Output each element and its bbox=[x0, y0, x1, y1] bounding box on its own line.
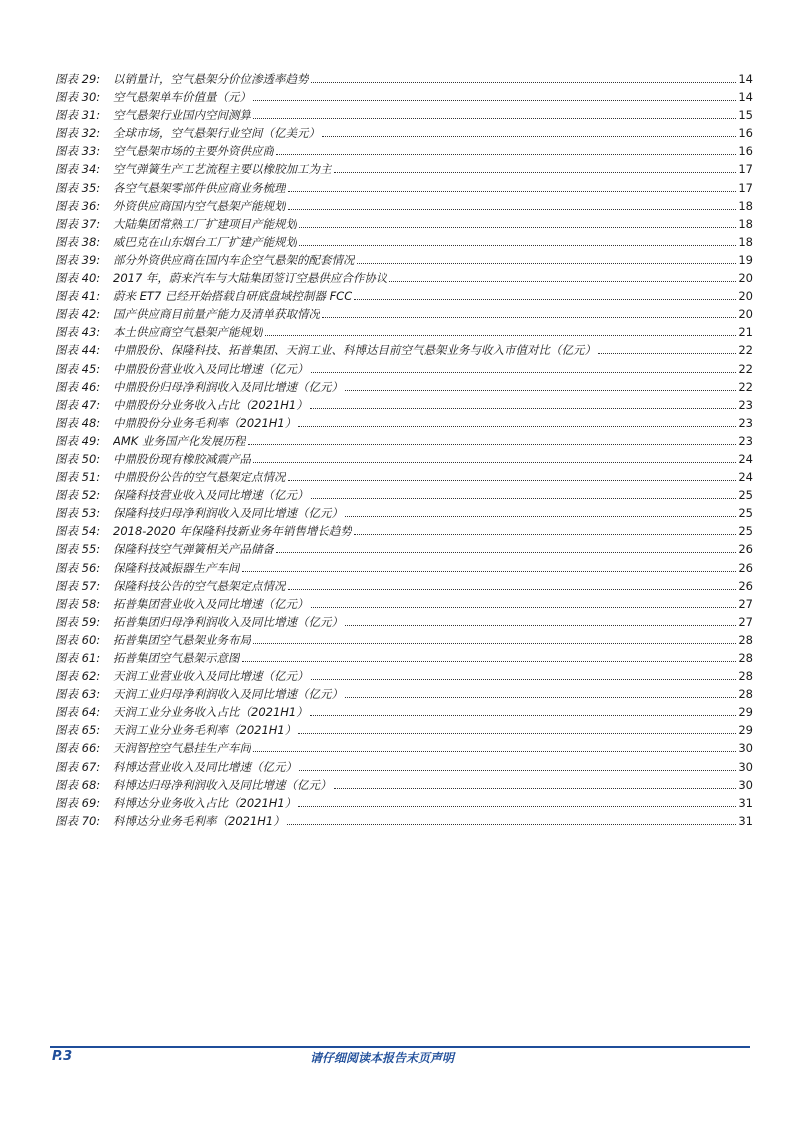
toc-entry-title: 各空气悬架零部件供应商业务梳理 bbox=[113, 180, 286, 195]
toc-entry-title: 中鼎股份、保隆科技、拓普集团、天润工业、科博达目前空气悬架业务与收入市值对比（亿元） bbox=[113, 343, 596, 358]
toc-entry-page: 20 bbox=[738, 307, 753, 322]
toc-entry-title: 空气悬架市场的主要外资供应商 bbox=[113, 144, 274, 159]
toc-entry-page: 15 bbox=[738, 108, 753, 123]
toc-entry[interactable] bbox=[55, 396, 753, 414]
toc-entry-title: 科博达归母净利润收入及同比增速（亿元） bbox=[113, 777, 332, 792]
toc-entry-page: 27 bbox=[738, 596, 753, 611]
toc-entry-title: 拓普集团营业收入及同比增速（亿元） bbox=[113, 596, 309, 611]
toc-leader-dots bbox=[298, 733, 736, 734]
toc-entry-label: 图表 32: bbox=[55, 126, 101, 141]
toc-entry-page: 23 bbox=[738, 415, 753, 430]
toc-entry-label: 图表 51: bbox=[55, 470, 101, 485]
toc-entry-label: 图表 49: bbox=[55, 433, 101, 448]
toc-entry-title: 拓普集团空气悬架业务布局 bbox=[113, 632, 251, 647]
toc-leader-dots bbox=[288, 480, 737, 481]
toc-entry-page: 20 bbox=[738, 289, 753, 304]
toc-entry[interactable] bbox=[55, 468, 753, 486]
toc-entry-page: 24 bbox=[738, 451, 753, 466]
toc-entry[interactable] bbox=[55, 341, 753, 359]
toc-entry-title: 2017 年，蔚来汽车与大陆集团签订空悬供应合作协议 bbox=[113, 271, 388, 286]
toc-leader-dots bbox=[322, 136, 736, 137]
toc-leader-dots bbox=[299, 227, 736, 228]
toc-entry-label: 图表 41: bbox=[55, 289, 101, 304]
toc-entry-title: 空气悬架行业国内空间测算 bbox=[113, 108, 251, 123]
toc-leader-dots bbox=[345, 697, 736, 698]
toc-leader-dots bbox=[354, 299, 736, 300]
toc-entry-title: 中鼎股份现有橡胶减震产品 bbox=[113, 451, 251, 466]
toc-entry[interactable] bbox=[55, 360, 753, 378]
toc-entry[interactable] bbox=[55, 649, 753, 667]
toc-entry-label: 图表 40: bbox=[55, 271, 101, 286]
toc-entry-page: 28 bbox=[738, 669, 753, 684]
toc-entry-title: 蔚来 ET7 已经开始搭载自研底盘域控制器 FCC bbox=[113, 289, 353, 304]
toc-entry-label: 图表 34: bbox=[55, 162, 101, 177]
toc-entry-page: 23 bbox=[738, 433, 753, 448]
toc-entry-title: 拓普集团空气悬架示意图 bbox=[113, 651, 240, 665]
toc-entry-page: 27 bbox=[738, 614, 753, 629]
toc-entry-label: 图表 54: bbox=[55, 524, 101, 539]
toc-leader-dots bbox=[310, 408, 737, 409]
toc-entry-label: 图表 68: bbox=[55, 777, 101, 792]
toc-entry-title: 保隆科技空气弹簧相关产品储备 bbox=[113, 542, 274, 557]
toc-entry-label: 图表 48: bbox=[55, 415, 101, 430]
toc-entry[interactable] bbox=[55, 124, 753, 142]
toc-entry-title: 全球市场，空气悬架行业空间（亿美元） bbox=[113, 126, 320, 141]
toc-entry[interactable] bbox=[55, 233, 753, 251]
toc-entry-label: 图表 36: bbox=[55, 198, 101, 213]
toc-entry-page: 25 bbox=[738, 524, 753, 539]
toc-entry-title: 外资供应商国内空气悬架产能规划 bbox=[113, 198, 286, 213]
toc-entry[interactable] bbox=[55, 251, 753, 269]
toc-entry[interactable] bbox=[55, 160, 753, 178]
table-of-figures bbox=[55, 70, 753, 830]
toc-entry-page: 31 bbox=[738, 813, 753, 828]
toc-leader-dots bbox=[253, 100, 736, 101]
toc-entry-page: 29 bbox=[738, 705, 753, 720]
toc-entry-label: 图表 45: bbox=[55, 361, 101, 376]
toc-leader-dots bbox=[253, 118, 736, 119]
toc-entry[interactable] bbox=[55, 215, 753, 233]
toc-entry[interactable] bbox=[55, 305, 753, 323]
toc-entry-page: 19 bbox=[738, 252, 753, 267]
toc-entry[interactable] bbox=[55, 667, 753, 685]
toc-leader-dots bbox=[357, 263, 737, 264]
toc-entry-page: 18 bbox=[738, 198, 753, 213]
toc-leader-dots bbox=[298, 426, 736, 427]
toc-entry-page: 30 bbox=[738, 777, 753, 792]
toc-leader-dots bbox=[311, 679, 737, 680]
toc-entry[interactable] bbox=[55, 378, 753, 396]
toc-entry-label: 图表 57: bbox=[55, 578, 101, 593]
toc-entry-page: 24 bbox=[738, 470, 753, 485]
toc-entry-page: 18 bbox=[738, 216, 753, 231]
toc-leader-dots bbox=[345, 516, 736, 517]
toc-entry-page: 25 bbox=[738, 488, 753, 503]
toc-entry-label: 图表 65: bbox=[55, 723, 101, 738]
toc-entry[interactable] bbox=[55, 197, 753, 215]
toc-entry-label: 图表 44: bbox=[55, 343, 101, 358]
toc-entry-page: 28 bbox=[738, 687, 753, 702]
toc-entry-label: 图表 69: bbox=[55, 795, 101, 810]
toc-entry-page: 28 bbox=[738, 632, 753, 647]
toc-entry-page: 14 bbox=[738, 72, 753, 86]
toc-entry-page: 14 bbox=[738, 90, 753, 105]
toc-entry-title: 天润工业分业务毛利率（2021H1） bbox=[113, 723, 297, 738]
toc-entry-title: 科博达分业务收入占比（2021H1） bbox=[113, 795, 297, 810]
toc-entry-label: 图表 55: bbox=[55, 542, 101, 557]
toc-entry[interactable] bbox=[55, 70, 753, 88]
toc-entry-page: 17 bbox=[738, 180, 753, 195]
toc-entry-label: 图表 31: bbox=[55, 108, 101, 123]
toc-entry[interactable] bbox=[55, 540, 753, 558]
toc-entry[interactable] bbox=[55, 595, 753, 613]
toc-entry[interactable] bbox=[55, 776, 753, 794]
toc-leader-dots bbox=[299, 245, 736, 246]
toc-entry-page: 17 bbox=[738, 162, 753, 177]
toc-entry-page: 18 bbox=[738, 234, 753, 249]
toc-entry[interactable] bbox=[55, 794, 753, 812]
toc-entry-page: 26 bbox=[738, 560, 753, 575]
toc-entry-label: 图表 60: bbox=[55, 632, 101, 647]
toc-entry-title: 保隆科技归母净利润收入及同比增速（亿元） bbox=[113, 506, 343, 521]
toc-entry[interactable] bbox=[55, 522, 753, 540]
toc-entry-title: 威巴克在山东烟台工厂扩建产能规划 bbox=[113, 234, 297, 249]
toc-entry-title: 2018-2020 年保隆科技新业务年销售增长趋势 bbox=[113, 524, 352, 539]
toc-leader-dots bbox=[248, 444, 737, 445]
toc-entry-title: 中鼎股份公告的空气悬架定点情况 bbox=[113, 470, 286, 485]
toc-entry-label: 图表 38: bbox=[55, 234, 101, 249]
toc-leader-dots bbox=[242, 571, 737, 572]
toc-entry-label: 图表 30: bbox=[55, 90, 101, 105]
toc-entry-title: 保隆科技营业收入及同比增速（亿元） bbox=[113, 488, 309, 503]
toc-entry-title: 本土供应商空气悬架产能规划 bbox=[113, 325, 263, 340]
toc-entry-title: 中鼎股份分业务毛利率（2021H1） bbox=[113, 415, 297, 430]
toc-entry-title: 国产供应商目前量产能力及清单获取情况 bbox=[113, 307, 320, 322]
toc-entry[interactable] bbox=[55, 812, 753, 830]
toc-entry-title: 科博达分业务毛利率（2021H1） bbox=[113, 813, 285, 828]
toc-entry-title: 科博达营业收入及同比增速（亿元） bbox=[113, 759, 297, 774]
toc-entry-label: 图表 52: bbox=[55, 488, 101, 503]
toc-entry-label: 图表 37: bbox=[55, 216, 101, 231]
toc-entry[interactable] bbox=[55, 106, 753, 124]
toc-entry-title: 空气悬架单车价值量（元） bbox=[113, 90, 251, 105]
toc-entry-title: 部分外资供应商在国内车企空气悬架的配套情况 bbox=[113, 252, 355, 267]
toc-entry-label: 图表 64: bbox=[55, 705, 101, 720]
toc-entry[interactable] bbox=[55, 432, 753, 450]
toc-entry-title: 以销量计，空气悬架分价位渗透率趋势 bbox=[113, 72, 309, 86]
toc-entry-label: 图表 47: bbox=[55, 397, 101, 412]
toc-leader-dots bbox=[345, 625, 736, 626]
toc-entry[interactable] bbox=[55, 559, 753, 577]
toc-entry-page: 16 bbox=[738, 144, 753, 159]
footer-divider bbox=[50, 1046, 750, 1048]
toc-leader-dots bbox=[311, 498, 737, 499]
toc-entry-page: 22 bbox=[738, 361, 753, 376]
toc-entry-title: 保隆科技减振器生产车间 bbox=[113, 560, 240, 575]
toc-leader-dots bbox=[253, 643, 736, 644]
toc-leader-dots bbox=[311, 82, 737, 83]
toc-entry[interactable] bbox=[55, 450, 753, 468]
toc-leader-dots bbox=[298, 806, 736, 807]
toc-entry-title: AMK 业务国产化发展历程 bbox=[113, 433, 246, 448]
toc-entry[interactable] bbox=[55, 685, 753, 703]
toc-entry-page: 25 bbox=[738, 506, 753, 521]
toc-entry[interactable] bbox=[55, 323, 753, 341]
toc-entry[interactable] bbox=[55, 142, 753, 160]
toc-leader-dots bbox=[276, 552, 736, 553]
toc-entry-page: 29 bbox=[738, 723, 753, 738]
toc-entry-label: 图表 46: bbox=[55, 379, 101, 394]
toc-leader-dots bbox=[311, 372, 737, 373]
toc-entry[interactable] bbox=[55, 758, 753, 776]
toc-entry-label: 图表 35: bbox=[55, 180, 101, 195]
toc-entry-title: 中鼎股份分业务收入占比（2021H1） bbox=[113, 397, 308, 412]
toc-entry-title: 拓普集团归母净利润收入及同比增速（亿元） bbox=[113, 614, 343, 629]
toc-entry-page: 26 bbox=[738, 578, 753, 593]
toc-entry-title: 中鼎股份营业收入及同比增速（亿元） bbox=[113, 361, 309, 376]
toc-leader-dots bbox=[276, 154, 736, 155]
toc-entry[interactable] bbox=[55, 703, 753, 721]
toc-entry-label: 图表 62: bbox=[55, 669, 101, 684]
toc-entry-label: 图表 29: bbox=[55, 72, 101, 86]
toc-entry[interactable] bbox=[55, 269, 753, 287]
toc-entry[interactable] bbox=[55, 721, 753, 739]
toc-entry-title: 天润工业分业务收入占比（2021H1） bbox=[113, 705, 308, 720]
toc-entry-page: 31 bbox=[738, 795, 753, 810]
toc-leader-dots bbox=[265, 335, 737, 336]
toc-entry-page: 30 bbox=[738, 759, 753, 774]
toc-entry-title: 空气弹簧生产工艺流程主要以橡胶加工为主 bbox=[113, 162, 332, 177]
toc-leader-dots bbox=[334, 172, 737, 173]
toc-entry-page: 22 bbox=[738, 343, 753, 358]
toc-entry-title: 保隆科技公告的空气悬架定点情况 bbox=[113, 578, 286, 593]
toc-entry-label: 图表 59: bbox=[55, 614, 101, 629]
toc-entry-label: 图表 63: bbox=[55, 687, 101, 702]
toc-entry-label: 图表 42: bbox=[55, 307, 101, 322]
toc-entry-page: 23 bbox=[738, 397, 753, 412]
toc-leader-dots bbox=[598, 353, 736, 354]
toc-entry[interactable] bbox=[55, 739, 753, 757]
toc-entry-page: 22 bbox=[738, 379, 753, 394]
toc-entry-label: 图表 66: bbox=[55, 741, 101, 756]
toc-leader-dots bbox=[334, 788, 737, 789]
toc-leader-dots bbox=[253, 751, 736, 752]
toc-leader-dots bbox=[299, 770, 736, 771]
toc-leader-dots bbox=[354, 534, 737, 535]
toc-entry-page: 16 bbox=[738, 126, 753, 141]
toc-entry[interactable] bbox=[55, 287, 753, 305]
toc-entry[interactable] bbox=[55, 88, 753, 106]
toc-entry-title: 天润工业营业收入及同比增速（亿元） bbox=[113, 669, 309, 684]
toc-entry-page: 28 bbox=[738, 651, 753, 665]
footer-page-number: P.3 bbox=[52, 1049, 73, 1064]
toc-leader-dots bbox=[287, 824, 737, 825]
toc-entry-label: 图表 56: bbox=[55, 560, 101, 575]
toc-leader-dots bbox=[242, 661, 737, 662]
toc-entry-title: 天润智控空气悬挂生产车间 bbox=[113, 741, 251, 756]
toc-leader-dots bbox=[311, 607, 737, 608]
toc-entry-label: 图表 67: bbox=[55, 759, 101, 774]
toc-leader-dots bbox=[288, 209, 737, 210]
toc-entry-page: 26 bbox=[738, 542, 753, 557]
toc-leader-dots bbox=[389, 281, 736, 282]
toc-leader-dots bbox=[288, 191, 737, 192]
toc-entry-label: 图表 33: bbox=[55, 144, 101, 159]
toc-entry[interactable] bbox=[55, 414, 753, 432]
toc-entry[interactable] bbox=[55, 179, 753, 197]
toc-entry-page: 30 bbox=[738, 741, 753, 756]
footer-disclaimer-note: 请仔细阅读本报告末页声明 bbox=[310, 1051, 455, 1065]
toc-entry-title: 中鼎股份归母净利润收入及同比增速（亿元） bbox=[113, 379, 343, 394]
toc-entry-title: 天润工业归母净利润收入及同比增速（亿元） bbox=[113, 687, 343, 702]
toc-leader-dots bbox=[322, 317, 736, 318]
toc-entry-label: 图表 58: bbox=[55, 596, 101, 611]
toc-leader-dots bbox=[345, 390, 736, 391]
toc-leader-dots bbox=[288, 589, 737, 590]
toc-entry-label: 图表 53: bbox=[55, 506, 101, 521]
toc-leader-dots bbox=[253, 462, 736, 463]
toc-entry-label: 图表 50: bbox=[55, 451, 101, 466]
toc-entry-label: 图表 70: bbox=[55, 813, 101, 828]
toc-entry[interactable] bbox=[55, 577, 753, 595]
toc-entry[interactable] bbox=[55, 613, 753, 631]
toc-entry[interactable] bbox=[55, 504, 753, 522]
toc-leader-dots bbox=[310, 715, 737, 716]
toc-entry[interactable] bbox=[55, 631, 753, 649]
toc-entry[interactable] bbox=[55, 486, 753, 504]
toc-entry-label: 图表 39: bbox=[55, 252, 101, 267]
toc-entry-page: 21 bbox=[738, 325, 753, 340]
toc-entry-label: 图表 61: bbox=[55, 651, 101, 665]
toc-entry-page: 20 bbox=[738, 271, 753, 286]
toc-entry-label: 图表 43: bbox=[55, 325, 101, 340]
toc-entry-title: 大陆集团常熟工厂扩建项目产能规划 bbox=[113, 216, 297, 231]
